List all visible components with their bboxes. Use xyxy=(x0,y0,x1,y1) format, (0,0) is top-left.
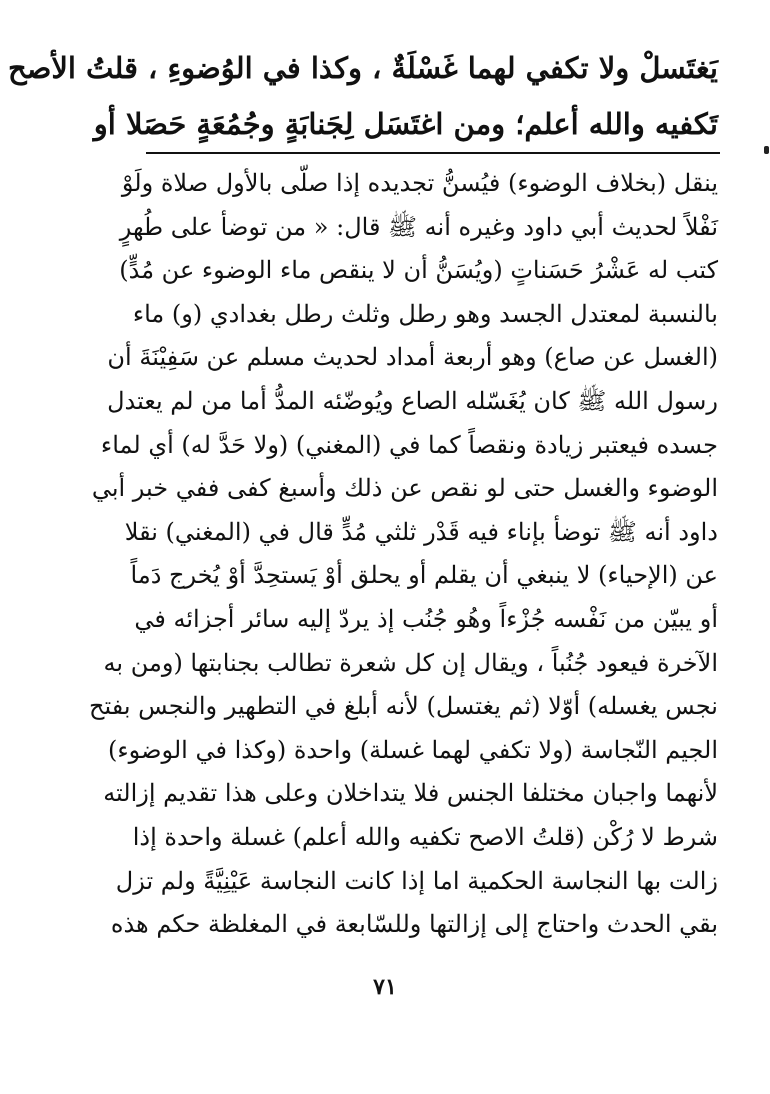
commentary-line: داود أنه ﷺ توضأ بإناء فيه قَدْر ثلثي مُدٍّ قال في (المغني) نقلا xyxy=(124,517,718,546)
commentary-line: ينقل (بخلاف الوضوء) فيُسنُّ تجديده إذا صلّى بالأول صلاة ولَوْ xyxy=(121,169,718,197)
commentary-line: لأنهما واجبان مختلفا الجنس فلا يتداخلان وعلى هذا تقديم إزالته xyxy=(103,779,718,808)
commentary-line: رسول الله ﷺ كان يُغَسّله الصاع ويُوضّئه المدُّ أما من لم يعتدل xyxy=(107,386,718,415)
commentary-line: الجيم النّجاسة (ولا تكفي لهما غسلة) واحدة (وكذا في الوضوء) xyxy=(108,735,718,764)
commentary-line: كتب له عَشْرُ حَسَناتٍ (ويُسَنُّ أن لا ينقص ماء الوضوء عن مُدٍّ) xyxy=(119,256,718,285)
commentary-line: (الغسل عن صاع) وهو أربعة أمداد لحديث مسلم عن سَفِيْنَةَ أن xyxy=(107,343,718,372)
commentary-line: بالنسبة لمعتدل الجسد وهو رطل وثلث رطل بغدادي (و) ماء xyxy=(132,299,718,328)
commentary-text xyxy=(88,162,718,947)
main-text-line: تَكفيه والله أعلم؛ ومن اغتَسَل لِجَنابَةٍ وجُمُعَةٍ حَصَلا أو xyxy=(93,107,718,141)
main-text xyxy=(7,40,718,152)
commentary-line: شرط لا رُكْن (قلتُ الاصح تكفيه والله أعلم) غسلة واحدة إذا xyxy=(132,822,718,851)
commentary-line: الآخرة فيعود جُنُباً ، ويقال إن كل شعرة تطالب بجنابتها (ومن به xyxy=(103,648,718,677)
page-number: ٧١ xyxy=(373,974,397,1000)
main-text-line: يَغتَسلْ ولا تكفي لهما غَسْلَةٌ ، وكذا في الوُضوءِ ، قلتُ الأصح xyxy=(7,51,718,85)
commentary-line: نَفْلاً لحديث أبي داود وغيره أنه ﷺ قال: « من توضأ على طُهرٍ xyxy=(119,212,718,241)
commentary-line: جسده فيعتبر زيادة ونقصاً كما في (المغني) (ولا حَدَّ له) أي لماء xyxy=(100,430,718,459)
commentary-line: عن (الإحياء) لا ينبغي أن يقلم أو يحلق أوْ يَستحِدَّ أوْ يُخرج دَماً xyxy=(130,561,718,590)
commentary-line: الوضوء والغسل حتى لو نقص عن ذلك وأسبغ كفى ففي خبر أبي xyxy=(91,474,718,503)
commentary-line: نجس يغسله) أوّلا (ثم يغتسل) لأنه أبلغ في التطهير والنجس بفتح xyxy=(88,692,718,721)
separator-rule xyxy=(146,152,720,154)
commentary-line: زالت بها النجاسة الحكمية اما إذا كانت النجاسة عَيْنِيَّةً ولم تزل xyxy=(115,866,718,895)
margin-mark xyxy=(764,146,769,154)
commentary-line: أو يبيّن من نَفْسه جُزْءاً وهُو جُنُب إذ يردّ إليه سائر أجزائه في xyxy=(134,604,718,633)
commentary-line: بقي الحدث واحتاج إلى إزالتها وللسّابعة في المغلظة حكم هذه xyxy=(110,910,718,939)
